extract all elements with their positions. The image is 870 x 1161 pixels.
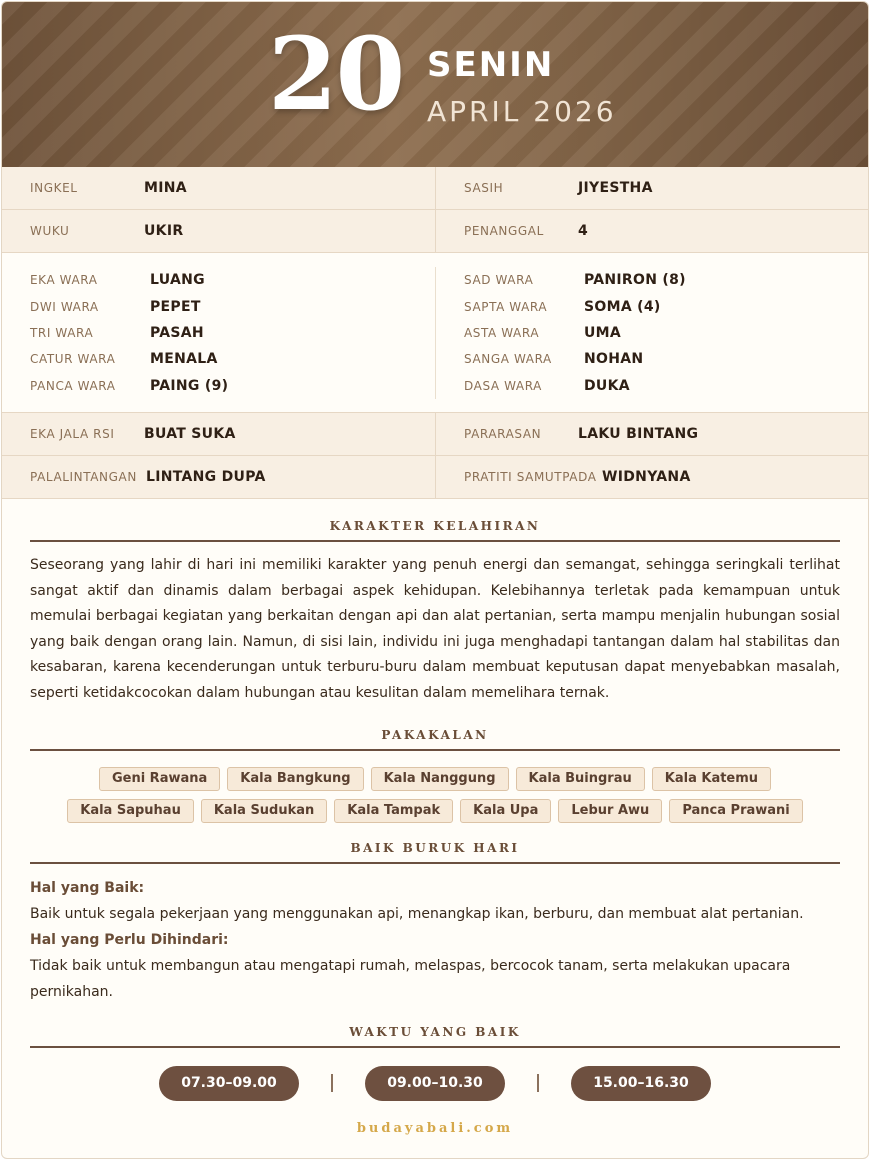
time-slot-pill: 09.00–10.30 — [365, 1066, 505, 1101]
wara-value: MENALA — [150, 351, 218, 368]
info-label: PALALINTANGAN — [30, 469, 137, 484]
info-label: PENANGGAL — [464, 224, 544, 238]
info-cell-penanggal — [435, 210, 868, 253]
wara-row — [30, 267, 435, 293]
info-value: BUAT SUKA — [144, 425, 236, 442]
wara-value: NOHAN — [584, 351, 644, 368]
info-label: INGKEL — [30, 181, 78, 195]
wara-label: EKA WARA — [30, 273, 98, 288]
pakakalan-tag: Kala Nanggung — [371, 767, 509, 791]
wara-row — [30, 320, 435, 346]
pakakalan-tag: Kala Sudukan — [201, 799, 327, 823]
wara-value: PAING (9) — [150, 377, 229, 394]
info-value: LINTANG DUPA — [146, 468, 266, 485]
info-label: EKA JALA RSI — [30, 426, 115, 441]
wara-value: PEPET — [150, 298, 201, 315]
baik-buruk-section — [2, 841, 868, 1005]
wara-label: CATUR WARA — [30, 352, 116, 367]
info-row-palalintangan-pratiti — [2, 456, 868, 499]
wara-row — [30, 373, 435, 399]
day-number: 20 — [268, 15, 404, 133]
pakakalan-tag: Kala Buingrau — [516, 767, 645, 791]
pakakalan-tag: Geni Rawana — [99, 767, 220, 791]
day-name: SENIN — [427, 45, 555, 85]
pakakalan-tag: Kala Upa — [460, 799, 551, 823]
info-cell-wuku — [2, 210, 435, 253]
footer-brand: budayabali.com — [356, 1120, 514, 1136]
wara-label: DWI WARA — [30, 299, 99, 314]
section-title: KARAKTER KELAHIRAN — [30, 519, 840, 542]
pakakalan-tag: Lebur Awu — [558, 799, 662, 823]
section-title: BAIK BURUK HARI — [30, 841, 840, 864]
pakakalan-tag: Panca Prawani — [669, 799, 802, 823]
wara-value: SOMA (4) — [584, 298, 661, 315]
info-cell-eka-jala-rsi — [2, 413, 435, 456]
info-cell-palalintangan — [2, 456, 435, 499]
pakakalan-tag: Kala Katemu — [652, 767, 771, 791]
pakakalan-tags — [2, 767, 868, 823]
time-slot-pill: 15.00–16.30 — [571, 1066, 711, 1101]
good-text: Baik untuk segala pekerjaan yang menggunakan api, menangkap ikan, berburu, dan membuat alat pertanian. — [30, 905, 804, 922]
info-value: JIYESTHA — [578, 180, 653, 196]
wara-row — [464, 346, 868, 372]
time-separator — [331, 1074, 333, 1092]
wara-row — [30, 293, 435, 319]
section-title: WAKTU YANG BAIK — [30, 1025, 840, 1048]
wara-value: PASAH — [150, 324, 204, 341]
wara-row — [464, 293, 868, 319]
info-cell-ingkel — [2, 167, 435, 210]
info-value: MINA — [144, 180, 187, 196]
info-row-ekajalarsi-pararasan — [2, 413, 868, 456]
info-value: WIDNYANA — [602, 468, 691, 485]
wara-value: LUANG — [150, 272, 205, 289]
wara-value: DUKA — [584, 377, 630, 394]
info-label: PARARASAN — [464, 426, 542, 441]
info-value: 4 — [578, 223, 589, 239]
pakakalan-section — [2, 728, 868, 751]
wara-column-left — [2, 267, 435, 399]
wara-value: PANIRON (8) — [584, 272, 686, 289]
wara-column-right — [435, 267, 868, 399]
info-row-ingkel-sasih — [2, 167, 868, 210]
pakakalan-tag: Kala Bangkung — [227, 767, 363, 791]
avoid-heading: Hal yang Perlu Dihindari: — [30, 931, 229, 948]
good-heading: Hal yang Baik: — [30, 879, 145, 896]
time-separator — [537, 1074, 539, 1092]
pakakalan-tag: Kala Tampak — [334, 799, 453, 823]
wara-label: ASTA WARA — [464, 325, 540, 340]
info-label: SASIH — [464, 181, 504, 195]
time-slot-pill: 07.30–09.00 — [159, 1066, 299, 1101]
wara-label: SANGA WARA — [464, 352, 552, 367]
waktu-section — [2, 1025, 868, 1048]
wara-label: DASA WARA — [464, 378, 542, 393]
wara-row — [464, 373, 868, 399]
wara-label: TRI WARA — [30, 325, 94, 340]
karakter-text: Seseorang yang lahir di hari ini memiliki karakter yang penuh energi dan semangat, sehingga seringkali terlihat sangat aktif dan dinamis dalam berbagai aspek kehidupan. Kelebihannya terletak pada kemampuan untuk memulai berbagai kegiatan yang berkaitan dengan api dan alat pertanian, serta mampu menjalin hubungan sosial yang baik dengan orang lain. Namun, di sisi lain, individu ini juga menghadapi tantangan dalam hal stabilitas dan kesabaran, karena kecenderungan untuk terburu-buru dalam membuat keputusan dapat menyebabkan masalah, seperti ketidakcocokan dalam hubungan atau kesulitan dalam memelihara ternak. — [30, 556, 840, 701]
info-row-wuku-penanggal — [2, 210, 868, 253]
info-cell-sasih — [435, 167, 868, 210]
date-header — [2, 2, 868, 167]
wara-label: SAPTA WARA — [464, 299, 548, 314]
wara-value: UMA — [584, 324, 622, 341]
karakter-section — [2, 519, 868, 707]
time-slots — [2, 1066, 868, 1101]
wara-row — [464, 267, 868, 293]
wara-row — [464, 320, 868, 346]
info-value: UKIR — [144, 223, 184, 239]
info-label: WUKU — [30, 224, 70, 238]
wara-label: SAD WARA — [464, 273, 534, 288]
info-cell-pratiti-samutpada — [435, 456, 868, 499]
wara-row — [30, 346, 435, 372]
info-cell-pararasan — [435, 413, 868, 456]
info-value: LAKU BINTANG — [578, 425, 699, 442]
section-title: PAKAKALAN — [30, 728, 840, 751]
avoid-text: Tidak baik untuk membangun atau mengatapi rumah, melaspas, bercocok tanam, serta melakukan upacara pernikahan. — [30, 957, 791, 1000]
wara-block — [2, 253, 868, 413]
month-year: APRIL 2026 — [427, 95, 617, 128]
pakakalan-tag: Kala Sapuhau — [67, 799, 194, 823]
info-label: PRATITI SAMUTPADA — [464, 469, 597, 484]
wara-label: PANCA WARA — [30, 378, 116, 393]
calendar-card — [1, 1, 869, 1159]
